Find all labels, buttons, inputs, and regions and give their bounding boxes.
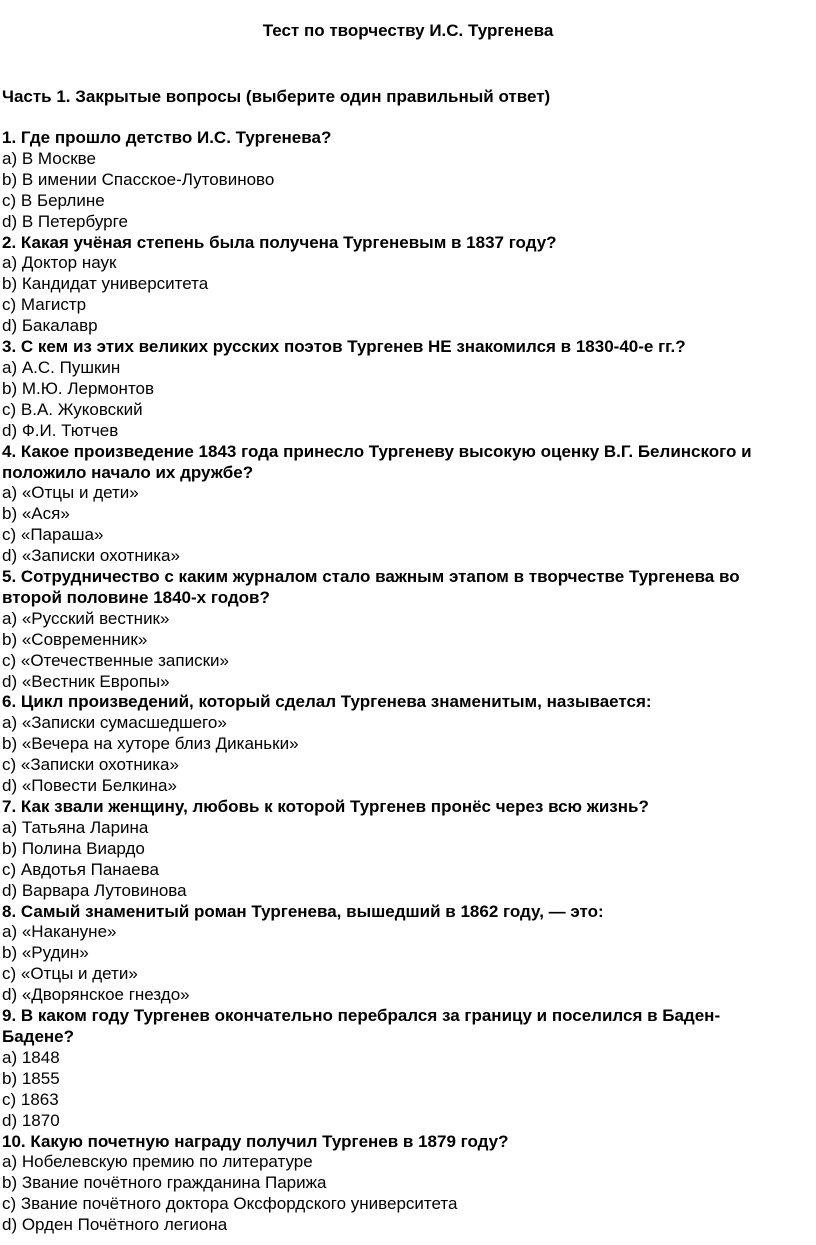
- document-title: Тест по творчеству И.С. Тургенева: [262, 21, 554, 40]
- answer-option: a) «Накануне»: [2, 922, 117, 942]
- question-8: [2, 902, 814, 1007]
- answer-option: b) Полина Виардо: [2, 838, 145, 858]
- answer-option: d) «Записки охотника»: [2, 546, 180, 566]
- question-text-line: 5. Сотрудничество с каким журналом стало важным этапом в творчестве Тургенева во: [2, 567, 740, 587]
- question-text-line: второй половине 1840-х годов?: [2, 587, 270, 607]
- question-1: [2, 128, 814, 233]
- question-10: [2, 1132, 814, 1237]
- answer-option: b) М.Ю. Лермонтов: [2, 378, 155, 398]
- answer-option: d) Варвара Лутовинова: [2, 880, 187, 900]
- answer-option: c) «Параша»: [2, 525, 104, 545]
- question-text-line: 9. В каком году Тургенев окончательно перебрался за границу и поселился в Баден-: [2, 1006, 721, 1026]
- answer-option: a) В Москве: [2, 148, 96, 168]
- answer-option: b) «Вечера на хуторе близ Диканьки»: [2, 734, 299, 754]
- question-4: [2, 442, 814, 567]
- questions-list: [2, 128, 814, 1236]
- question-7: [2, 797, 814, 902]
- answer-option: a) «Отцы и дети»: [2, 483, 139, 503]
- question-text-line: 4. Какое произведение 1843 года принесло Тургеневу высокую оценку В.Г. Белинского и: [2, 441, 752, 461]
- answer-option: b) Кандидат университета: [2, 274, 209, 294]
- question-text: 1. Где прошло детство И.С. Тургенева?: [2, 128, 332, 147]
- part-heading: Часть 1. Закрытые вопросы (выберите один правильный ответ): [2, 87, 551, 106]
- answer-option: b) «Рудин»: [2, 943, 89, 963]
- question-text: 2. Какая учёная степень была получена Тургеневым в 1837 году?: [2, 232, 557, 252]
- question-5: [2, 567, 814, 692]
- answer-option: d) 1870: [2, 1110, 60, 1130]
- answer-option: b) 1855: [2, 1068, 60, 1088]
- question-text-line: Бадене?: [2, 1026, 75, 1046]
- answer-option: b) В имении Спасское-Лутовиново: [2, 169, 275, 189]
- answer-option: a) «Русский вестник»: [2, 608, 170, 628]
- question-text: 3. С кем из этих великих русских поэтов Тургенев НЕ знакомился в 1830-40-е гг.?: [2, 337, 686, 357]
- answer-option: a) 1848: [2, 1047, 60, 1067]
- question-text-line: положило начало их дружбе?: [2, 462, 254, 482]
- answer-option: c) Звание почётного доктора Оксфордского университета: [2, 1194, 458, 1214]
- question-9: [2, 1006, 814, 1131]
- answer-option: b) «Ася»: [2, 504, 70, 524]
- answer-option: a) А.С. Пушкин: [2, 357, 121, 377]
- question-3: [2, 337, 814, 442]
- question-6: [2, 692, 814, 797]
- question-2: [2, 233, 814, 338]
- answer-option: d) Ф.И. Тютчев: [2, 420, 119, 440]
- answer-option: d) «Вестник Европы»: [2, 671, 170, 691]
- answer-option: d) В Петербурге: [2, 211, 128, 231]
- answer-option: c) «Отцы и дети»: [2, 964, 138, 984]
- answer-option: b) «Современник»: [2, 629, 148, 649]
- question-text: 8. Самый знаменитый роман Тургенева, вышедший в 1862 году, — это:: [2, 901, 604, 921]
- answer-option: d) Орден Почётного легиона: [2, 1215, 228, 1235]
- answer-option: a) Татьяна Ларина: [2, 817, 149, 837]
- answer-option: c) 1863: [2, 1089, 59, 1109]
- question-text: 6. Цикл произведений, который сделал Тургенева знаменитым, называется:: [2, 692, 652, 712]
- question-text: 7. Как звали женщину, любовь к которой Тургенев пронёс через всю жизнь?: [2, 797, 649, 816]
- answer-option: c) Магистр: [2, 295, 87, 315]
- answer-option: c) Авдотья Панаева: [2, 859, 159, 879]
- answer-option: c) В.А. Жуковский: [2, 399, 143, 419]
- answer-option: c) «Записки охотника»: [2, 755, 179, 775]
- answer-option: d) «Дворянское гнездо»: [2, 985, 190, 1005]
- answer-option: a) Нобелевскую премию по литературе: [2, 1152, 313, 1172]
- answer-option: a) «Записки сумасшедшего»: [2, 713, 227, 733]
- answer-option: d) Бакалавр: [2, 316, 98, 336]
- answer-option: a) Доктор наук: [2, 253, 117, 273]
- answer-option: c) «Отечественные записки»: [2, 650, 229, 670]
- answer-option: b) Звание почётного гражданина Парижа: [2, 1173, 327, 1193]
- answer-option: c) В Берлине: [2, 190, 105, 210]
- question-text: 10. Какую почетную награду получил Тургенев в 1879 году?: [2, 1131, 509, 1151]
- answer-option: d) «Повести Белкина»: [2, 776, 177, 796]
